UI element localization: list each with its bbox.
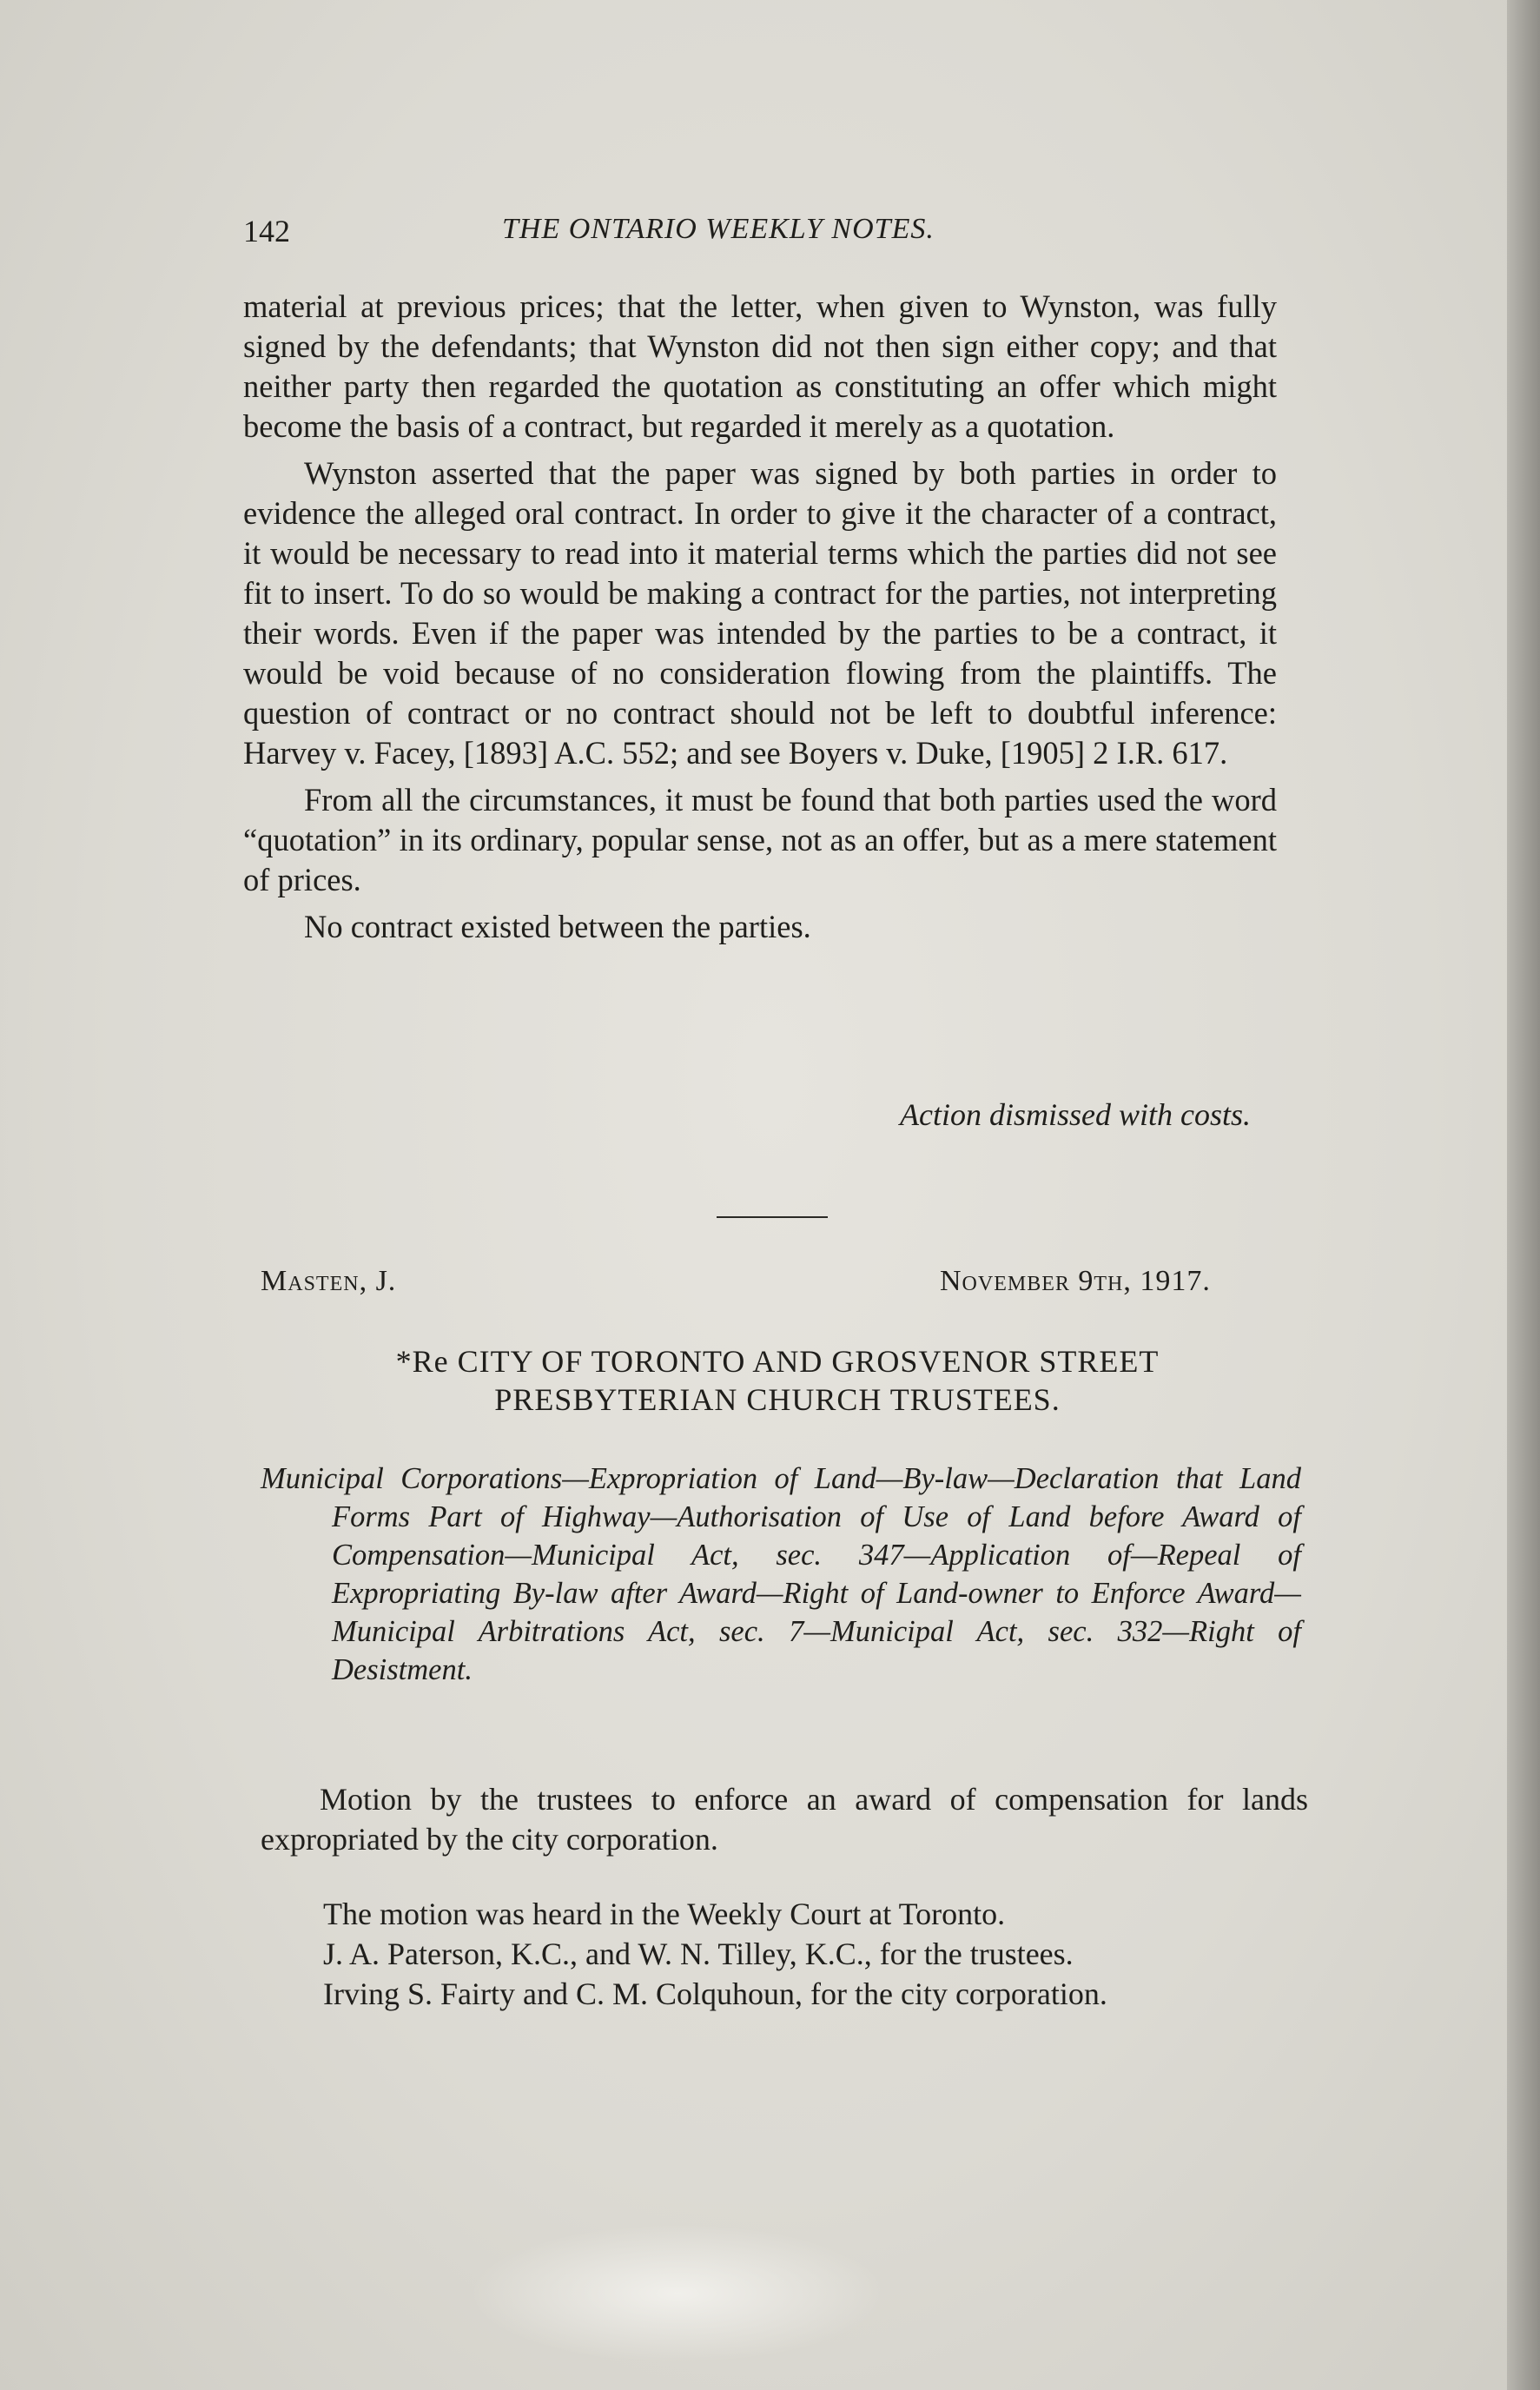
hearing-details bbox=[261, 1894, 1329, 2014]
judgment-date: November 9th, 1917. bbox=[940, 1265, 1211, 1297]
page-number: 142 bbox=[243, 214, 290, 248]
paragraph: From all the circumstances, it must be found that both parties used the word “quotation” in its ordinary, popular sense, not as an offer, but as a mere statement of prices. bbox=[243, 782, 1277, 897]
paper-smudge bbox=[469, 2224, 886, 2363]
judge-name: Masten, J. bbox=[261, 1265, 397, 1297]
case-title-line: *Re CITY OF TORONTO AND GROSVENOR STREET bbox=[395, 1344, 1160, 1379]
motion-text: Motion by the trustees to enforce an award of compensation for lands expropriated by the city corporation. bbox=[261, 1782, 1308, 1857]
paragraph: material at previous prices; that the letter, when given to Wynston, was fully signed by the defendants; that Wynston did not then sign either copy; and that neither party then regarded the quotation as constituting an offer which might become the basis of a contract, but regarded it merely as a quotation. bbox=[243, 288, 1277, 444]
paragraph: No contract existed between the parties. bbox=[304, 909, 811, 944]
headnote: Municipal Corporations—Expropriation of Land—By-law—Declaration that Land Forms Part of Highway—Authorisation of Use of Land before Award of Compensation—Municipal Act, sec. 347—Application of—Repeal of Expropriating By-law after Award—Right of Land-owner to Enforce Award—Municipal Arbitrations Act, sec. 7—Municipal Act, sec. 332—Right of Desistment. bbox=[261, 1462, 1301, 1686]
case-title-line: PRESBYTERIAN CHURCH TRUSTEES. bbox=[494, 1382, 1061, 1417]
page-header bbox=[243, 213, 1286, 256]
case-title bbox=[252, 1342, 1303, 1419]
paragraph: Wynston asserted that the paper was signed by both parties in order to evidence the alleged oral contract. In order to give it the character of a contract, it would be necessary to read into it material terms which the parties did not see fit to insert. To do so would be making a contract for the parties, not interpreting their words. Even if the paper was intended by the parties to be a contract, it would be void because of no consideration flowing from the plaintiffs. The question of contract or no contract should not be left to doubtful inference: Harvey v. Facey, [1893] A.C. 552; and see Boyers v. Duke, [1905] 2 I.R. 617. bbox=[243, 455, 1277, 771]
hearing-line: The motion was heard in the Weekly Court at Toronto. bbox=[323, 1897, 1006, 1931]
disposition: Action dismissed with costs. bbox=[900, 1097, 1251, 1132]
previous-case-text bbox=[243, 287, 1277, 954]
page-gutter-shadow bbox=[1507, 0, 1540, 2390]
section-divider bbox=[717, 1216, 828, 1218]
running-head: THE ONTARIO WEEKLY NOTES. bbox=[502, 213, 935, 245]
counsel-line: J. A. Paterson, K.C., and W. N. Tilley, K.C., for the trustees. bbox=[323, 1936, 1074, 1971]
counsel-line: Irving S. Fairty and C. M. Colquhoun, for the city corporation. bbox=[323, 1976, 1107, 2011]
